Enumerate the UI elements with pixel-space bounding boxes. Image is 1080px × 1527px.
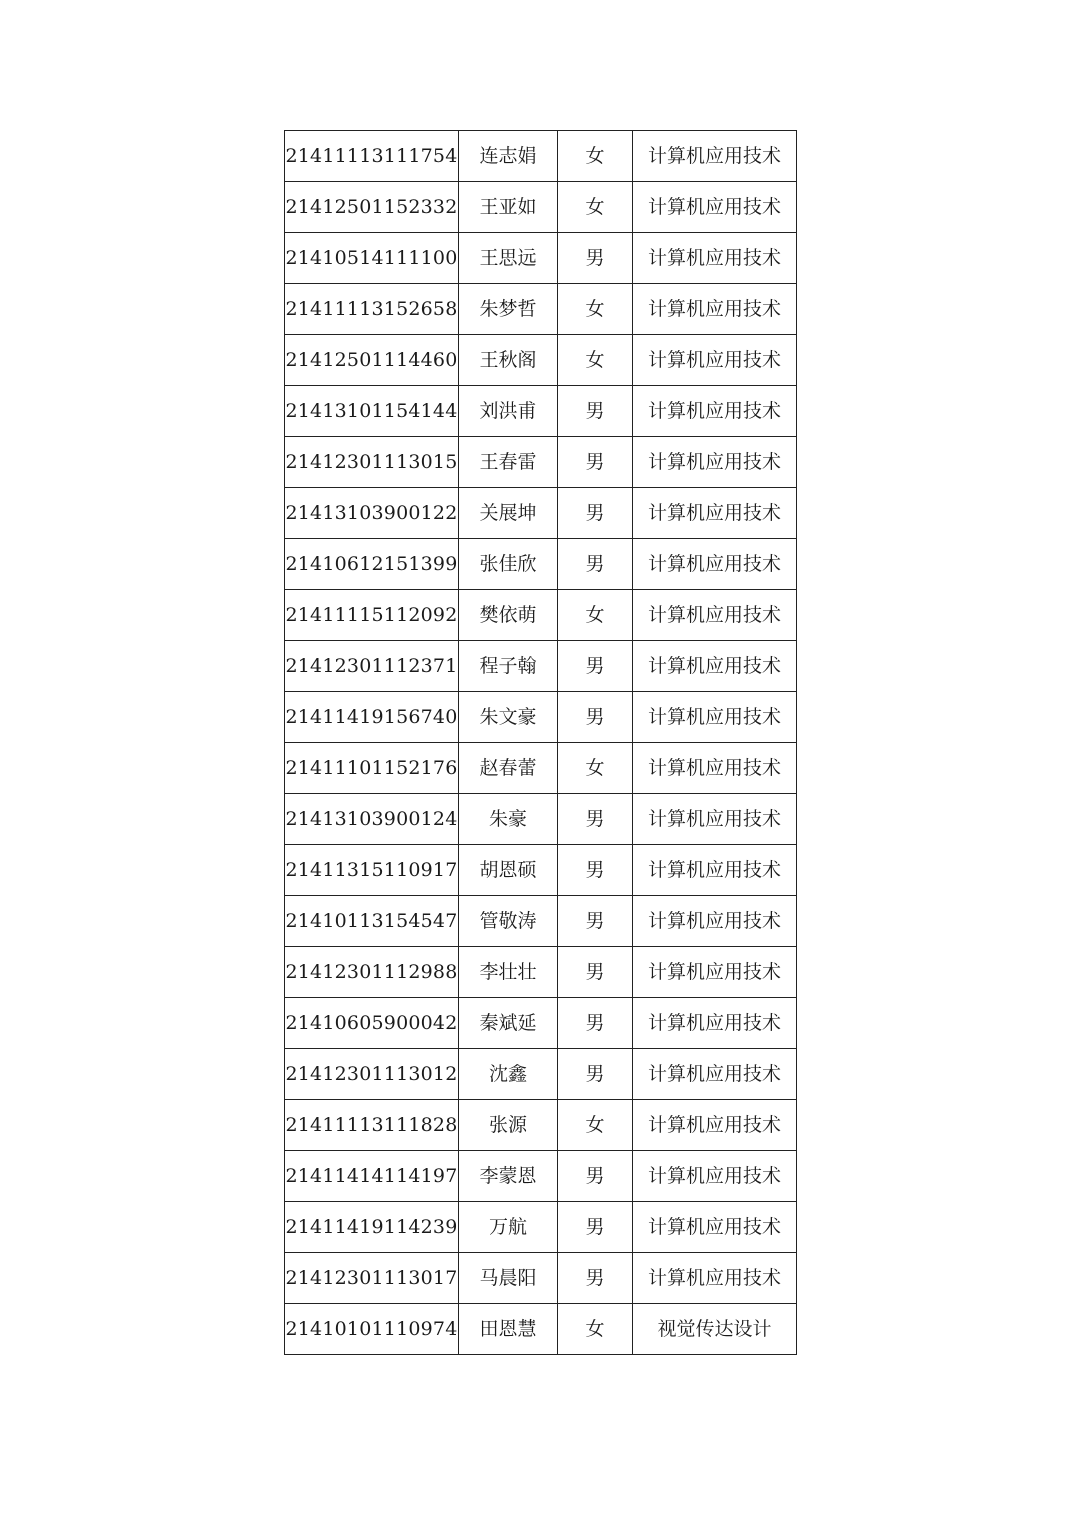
major-cell: 计算机应用技术: [633, 590, 797, 641]
major-cell: 计算机应用技术: [633, 845, 797, 896]
table-row: [285, 692, 797, 743]
student-name-cell: 沈鑫: [459, 1049, 558, 1100]
gender-cell: 女: [558, 335, 633, 386]
student-name-cell: 王亚如: [459, 182, 558, 233]
student-id-cell: 21411115112092: [285, 590, 459, 641]
gender-cell: 男: [558, 845, 633, 896]
student-name-cell: 朱梦哲: [459, 284, 558, 335]
student-id-cell: 21413103900122: [285, 488, 459, 539]
major-cell: 计算机应用技术: [633, 794, 797, 845]
gender-cell: 女: [558, 1304, 633, 1355]
student-id-cell: 21411101152176: [285, 743, 459, 794]
student-id-cell: 21413103900124: [285, 794, 459, 845]
table-row: [285, 794, 797, 845]
student-name-cell: 朱豪: [459, 794, 558, 845]
table-row: [285, 539, 797, 590]
major-cell: 计算机应用技术: [633, 233, 797, 284]
gender-cell: 男: [558, 692, 633, 743]
student-id-cell: 21412301113012: [285, 1049, 459, 1100]
gender-cell: 女: [558, 743, 633, 794]
gender-cell: 女: [558, 284, 633, 335]
major-cell: 计算机应用技术: [633, 692, 797, 743]
student-id-cell: 21411113111828: [285, 1100, 459, 1151]
student-name-cell: 秦斌延: [459, 998, 558, 1049]
student-name-cell: 赵春蕾: [459, 743, 558, 794]
student-id-cell: 21412301112988: [285, 947, 459, 998]
gender-cell: 女: [558, 131, 633, 182]
major-cell: 计算机应用技术: [633, 1151, 797, 1202]
major-cell: 计算机应用技术: [633, 131, 797, 182]
gender-cell: 女: [558, 182, 633, 233]
student-name-cell: 樊依萌: [459, 590, 558, 641]
student-id-cell: 21411414114197: [285, 1151, 459, 1202]
student-name-cell: 关展坤: [459, 488, 558, 539]
student-name-cell: 刘洪甫: [459, 386, 558, 437]
student-id-cell: 21412301113015: [285, 437, 459, 488]
student-name-cell: 李蒙恩: [459, 1151, 558, 1202]
student-name-cell: 王思远: [459, 233, 558, 284]
student-roster-table: [284, 130, 797, 1355]
table-row: [285, 386, 797, 437]
student-name-cell: 连志娟: [459, 131, 558, 182]
table-row: [285, 1151, 797, 1202]
roster-body: [285, 131, 797, 1355]
table-row: [285, 488, 797, 539]
major-cell: 计算机应用技术: [633, 488, 797, 539]
gender-cell: 男: [558, 488, 633, 539]
major-cell: 计算机应用技术: [633, 896, 797, 947]
table-row: [285, 284, 797, 335]
gender-cell: 男: [558, 1202, 633, 1253]
gender-cell: 男: [558, 998, 633, 1049]
major-cell: 计算机应用技术: [633, 1253, 797, 1304]
student-name-cell: 张源: [459, 1100, 558, 1151]
major-cell: 计算机应用技术: [633, 1049, 797, 1100]
table-row: [285, 998, 797, 1049]
student-id-cell: 21411113111754: [285, 131, 459, 182]
table-row: [285, 947, 797, 998]
major-cell: 计算机应用技术: [633, 998, 797, 1049]
student-id-cell: 21412301113017: [285, 1253, 459, 1304]
student-name-cell: 王春雷: [459, 437, 558, 488]
student-id-cell: 21412301112371: [285, 641, 459, 692]
student-id-cell: 21412501114460: [285, 335, 459, 386]
major-cell: 计算机应用技术: [633, 539, 797, 590]
table-row: [285, 335, 797, 386]
major-cell: 计算机应用技术: [633, 641, 797, 692]
major-cell: 计算机应用技术: [633, 182, 797, 233]
gender-cell: 男: [558, 1151, 633, 1202]
major-cell: 计算机应用技术: [633, 947, 797, 998]
gender-cell: 男: [558, 386, 633, 437]
table-row: [285, 641, 797, 692]
major-cell: 视觉传达设计: [633, 1304, 797, 1355]
major-cell: 计算机应用技术: [633, 335, 797, 386]
student-name-cell: 张佳欣: [459, 539, 558, 590]
table-row: [285, 1100, 797, 1151]
gender-cell: 女: [558, 590, 633, 641]
student-name-cell: 万航: [459, 1202, 558, 1253]
gender-cell: 男: [558, 1049, 633, 1100]
student-id-cell: 21410101110974: [285, 1304, 459, 1355]
major-cell: 计算机应用技术: [633, 1202, 797, 1253]
gender-cell: 男: [558, 437, 633, 488]
table-row: [285, 182, 797, 233]
student-name-cell: 马晨阳: [459, 1253, 558, 1304]
student-name-cell: 李壮壮: [459, 947, 558, 998]
major-cell: 计算机应用技术: [633, 1100, 797, 1151]
student-name-cell: 胡恩硕: [459, 845, 558, 896]
student-name-cell: 王秋阁: [459, 335, 558, 386]
table-row: [285, 743, 797, 794]
gender-cell: 男: [558, 641, 633, 692]
table-row: [285, 131, 797, 182]
student-id-cell: 21410514111100: [285, 233, 459, 284]
student-id-cell: 21412501152332: [285, 182, 459, 233]
table-row: [285, 233, 797, 284]
student-name-cell: 田恩慧: [459, 1304, 558, 1355]
major-cell: 计算机应用技术: [633, 437, 797, 488]
student-id-cell: 21411419114239: [285, 1202, 459, 1253]
table-row: [285, 845, 797, 896]
table-row: [285, 896, 797, 947]
student-name-cell: 程子翰: [459, 641, 558, 692]
major-cell: 计算机应用技术: [633, 284, 797, 335]
gender-cell: 男: [558, 896, 633, 947]
student-id-cell: 21411419156740: [285, 692, 459, 743]
table-row: [285, 1049, 797, 1100]
major-cell: 计算机应用技术: [633, 386, 797, 437]
table-row: [285, 437, 797, 488]
table-row: [285, 1304, 797, 1355]
student-id-cell: 21410612151399: [285, 539, 459, 590]
gender-cell: 男: [558, 1253, 633, 1304]
major-cell: 计算机应用技术: [633, 743, 797, 794]
student-id-cell: 21413101154144: [285, 386, 459, 437]
gender-cell: 男: [558, 233, 633, 284]
table-row: [285, 1202, 797, 1253]
student-id-cell: 21410113154547: [285, 896, 459, 947]
table-row: [285, 1253, 797, 1304]
gender-cell: 女: [558, 1100, 633, 1151]
gender-cell: 男: [558, 794, 633, 845]
student-name-cell: 管敬涛: [459, 896, 558, 947]
student-id-cell: 21410605900042: [285, 998, 459, 1049]
gender-cell: 男: [558, 947, 633, 998]
gender-cell: 男: [558, 539, 633, 590]
student-id-cell: 21411315110917: [285, 845, 459, 896]
student-id-cell: 21411113152658: [285, 284, 459, 335]
table-row: [285, 590, 797, 641]
student-name-cell: 朱文豪: [459, 692, 558, 743]
